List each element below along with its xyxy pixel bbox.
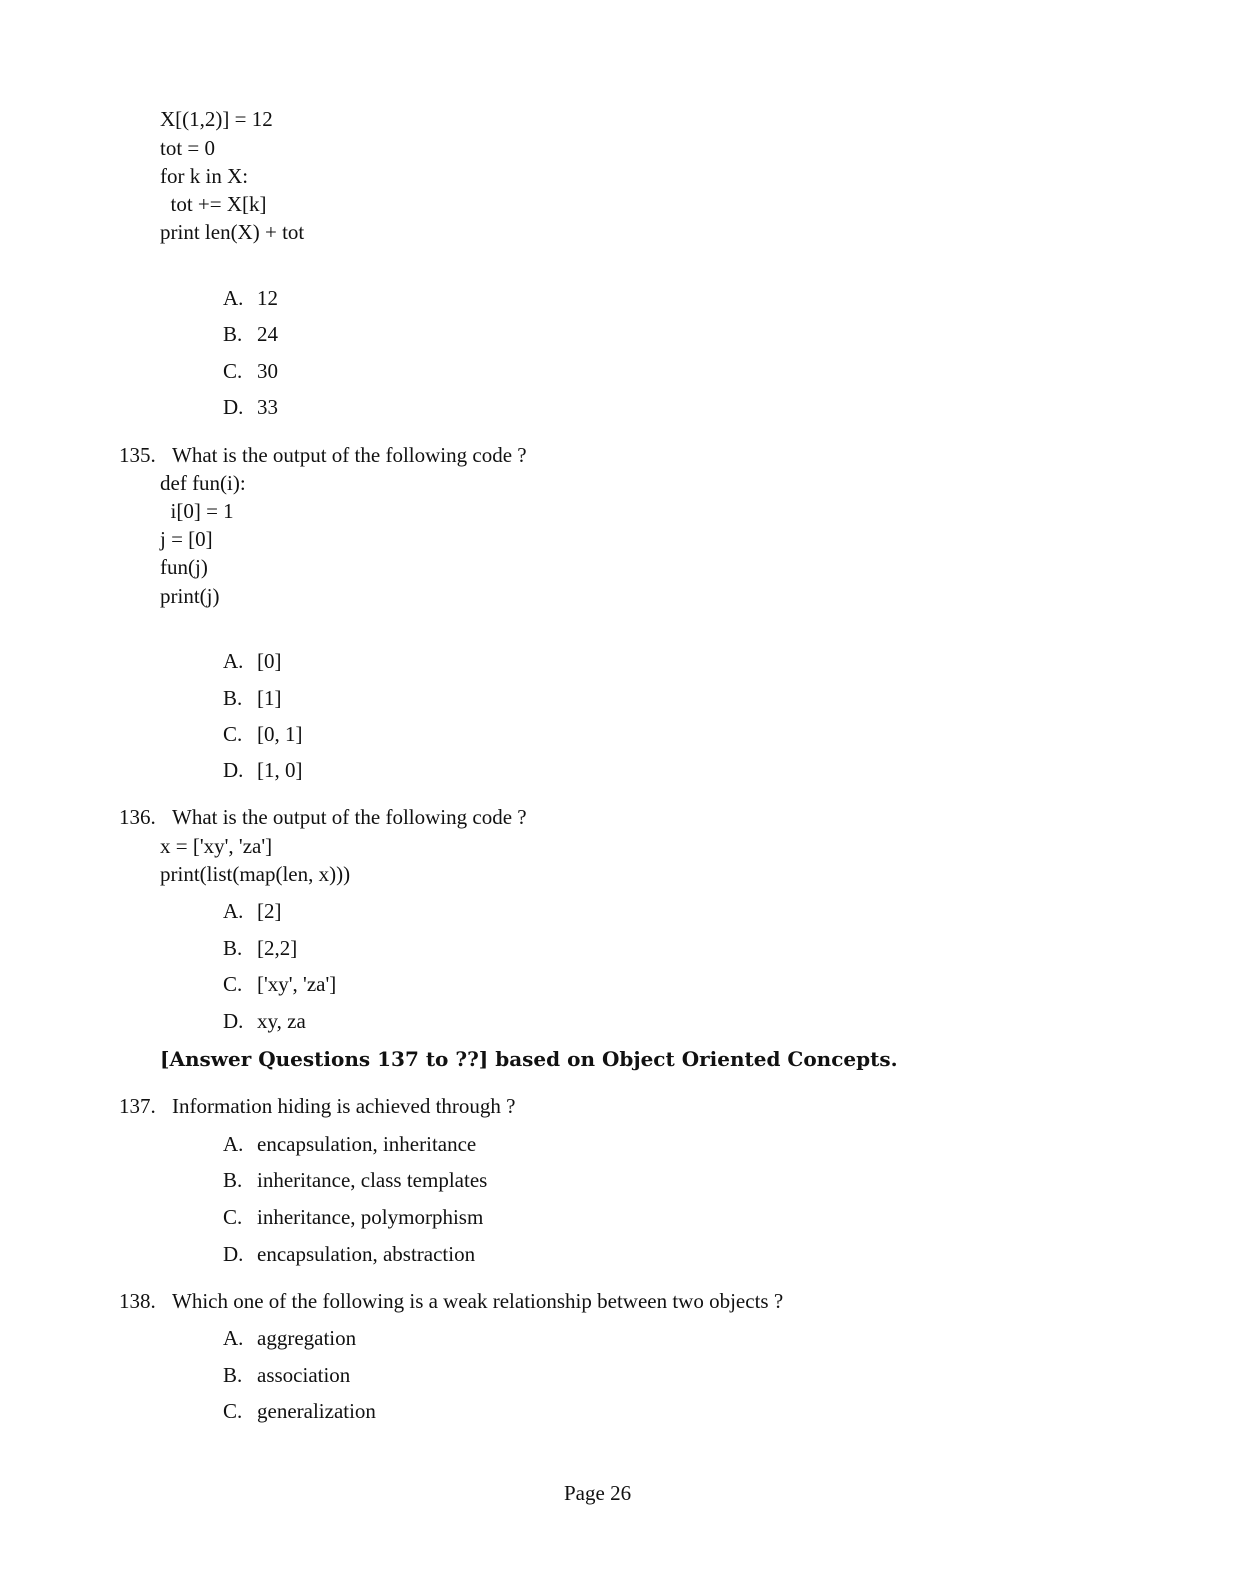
question-number: 138. xyxy=(119,1289,156,1313)
code-line: print(j) xyxy=(160,584,220,608)
code-line: tot = 0 xyxy=(160,136,216,160)
option-text: 30 xyxy=(257,359,278,383)
code-line: X[(1,2)] = 12 xyxy=(160,107,273,131)
option-letter: C. xyxy=(223,972,243,996)
option-letter: B. xyxy=(223,1168,243,1192)
option-text: [1] xyxy=(257,686,282,710)
option-text: aggregation xyxy=(257,1326,357,1350)
option-text: encapsulation, inheritance xyxy=(257,1132,477,1156)
option-letter: D. xyxy=(223,1242,244,1266)
code-line: x = ['xy', 'za'] xyxy=(160,834,273,858)
option-text: association xyxy=(257,1363,351,1387)
option-letter: A. xyxy=(223,1132,244,1156)
question-number: 135. xyxy=(119,443,156,467)
option-letter: D. xyxy=(223,758,244,782)
option-letter: B. xyxy=(223,322,243,346)
question-text: What is the output of the following code ? xyxy=(172,443,527,467)
option-letter: B. xyxy=(223,686,243,710)
question-text: What is the output of the following code ? xyxy=(172,805,527,829)
option-text: [2,2] xyxy=(257,936,298,960)
option-text: encapsulation, abstraction xyxy=(257,1242,476,1266)
option-text: ['xy', 'za'] xyxy=(257,972,337,996)
option-letter: A. xyxy=(223,1326,244,1350)
code-line: j = [0] xyxy=(160,527,213,551)
question-number: 136. xyxy=(119,805,156,829)
option-letter: D. xyxy=(223,1009,244,1033)
question-text: Information hiding is achieved through ? xyxy=(172,1094,516,1118)
option-text: generalization xyxy=(257,1399,376,1423)
option-letter: D. xyxy=(223,395,244,419)
option-letter: B. xyxy=(223,1363,243,1387)
code-line: for k in X: xyxy=(160,164,249,188)
code-line: print len(X) + tot xyxy=(160,220,305,244)
option-text: 24 xyxy=(257,322,278,346)
option-letter: A. xyxy=(223,649,244,673)
option-letter: A. xyxy=(223,899,244,923)
code-line: def fun(i): xyxy=(160,471,246,495)
question-number: 137. xyxy=(119,1094,156,1118)
option-text: [0] xyxy=(257,649,282,673)
option-letter: B. xyxy=(223,936,243,960)
code-line: tot += X[k] xyxy=(160,192,267,216)
option-text: [1, 0] xyxy=(257,758,303,782)
option-text: [0, 1] xyxy=(257,722,303,746)
code-line: fun(j) xyxy=(160,555,208,579)
option-text: 12 xyxy=(257,286,278,310)
option-text: 33 xyxy=(257,395,278,419)
section-heading: [Answer Questions 137 to ??] based on Object Oriented Concepts. xyxy=(160,1047,898,1071)
code-line: i[0] = 1 xyxy=(160,499,234,523)
page-number: Page 26 xyxy=(564,1481,632,1505)
option-letter: C. xyxy=(223,722,243,746)
option-text: xy, za xyxy=(257,1009,306,1033)
option-letter: C. xyxy=(223,359,243,383)
option-text: [2] xyxy=(257,899,282,923)
option-text: inheritance, class templates xyxy=(257,1168,488,1192)
option-text: inheritance, polymorphism xyxy=(257,1205,484,1229)
option-letter: C. xyxy=(223,1399,243,1423)
option-letter: C. xyxy=(223,1205,243,1229)
code-line: print(list(map(len, x))) xyxy=(160,862,351,886)
option-letter: A. xyxy=(223,286,244,310)
question-text: Which one of the following is a weak relationship between two objects ? xyxy=(172,1289,784,1313)
